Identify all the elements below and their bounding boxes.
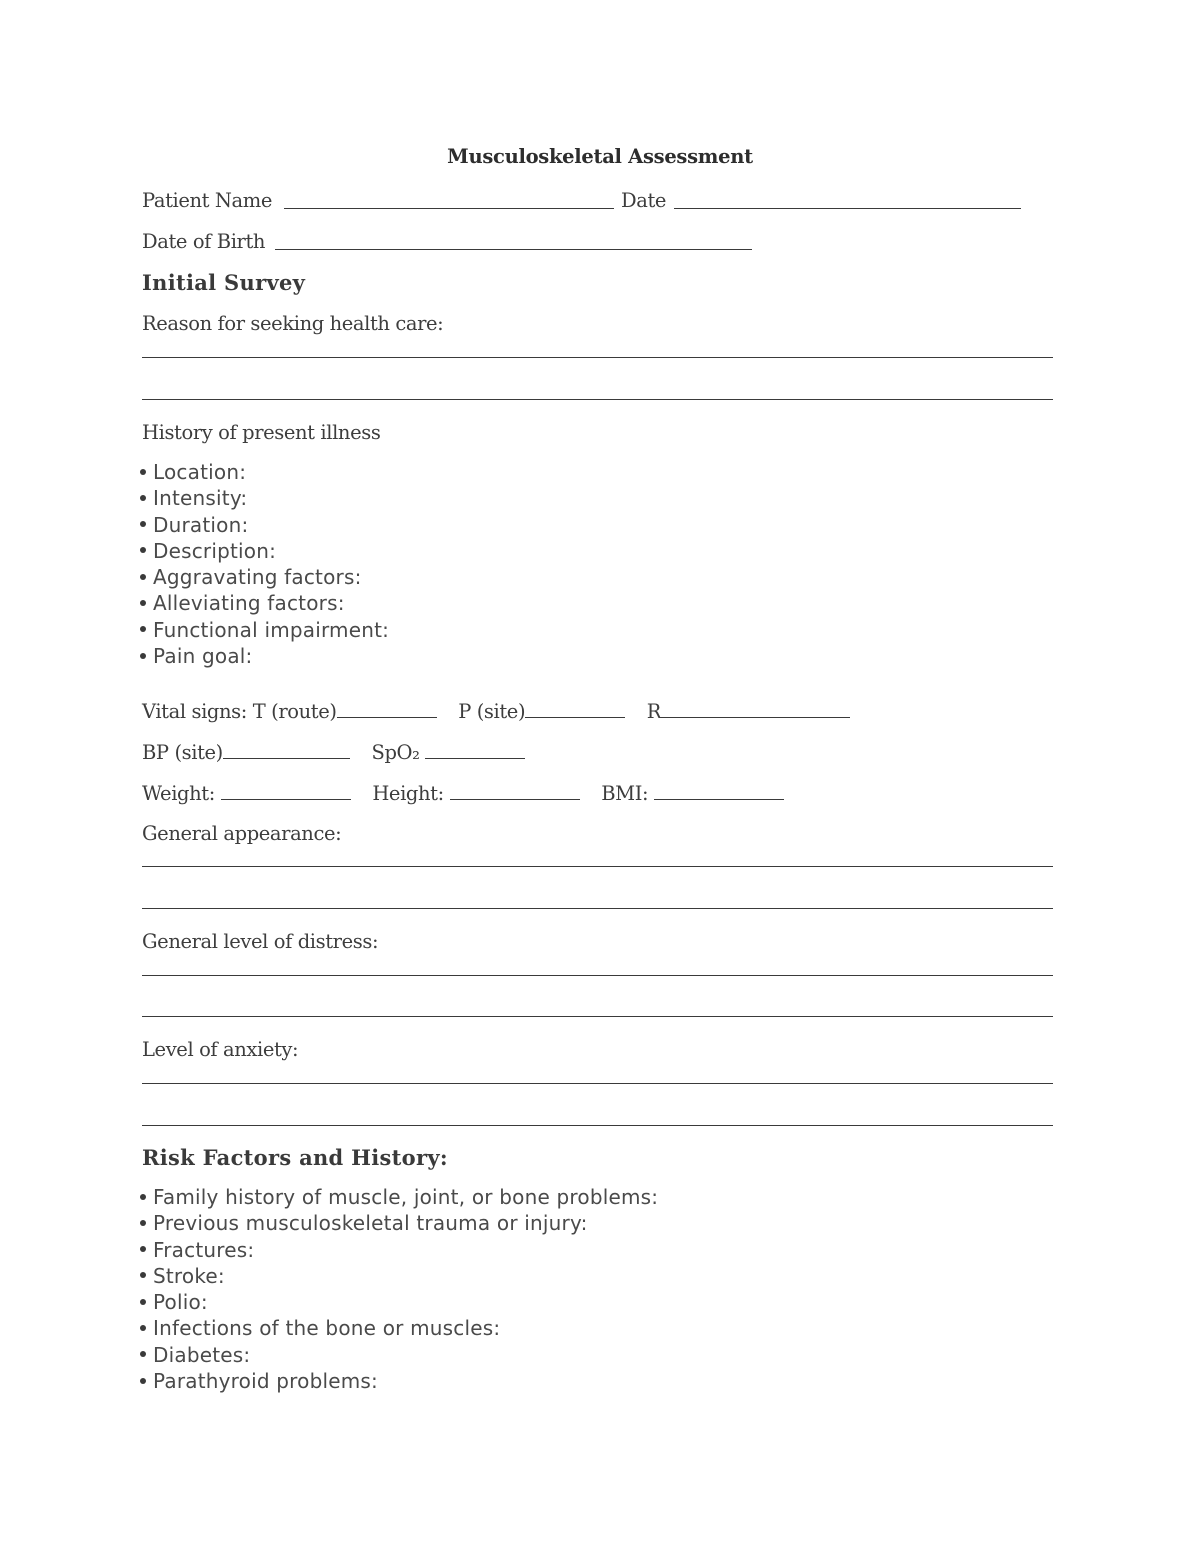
- list-item: [139, 1368, 658, 1394]
- risk-item-label: Fractures:: [153, 1237, 255, 1262]
- history-item-label: Functional impairment:: [153, 617, 390, 642]
- list-item: [139, 590, 389, 616]
- history-item-label: Aggravating factors:: [153, 565, 362, 590]
- risk-item-label: Previous musculoskeletal trauma or injury:: [153, 1211, 588, 1236]
- vital-signs-row-3: [142, 781, 784, 805]
- history-item-label: Location:: [153, 460, 247, 484]
- dob-label: Date of Birth: [142, 230, 266, 253]
- list-item: [139, 1289, 658, 1315]
- list-item: [139, 564, 389, 590]
- history-label: History of present illness: [142, 421, 381, 444]
- bullet-icon: [140, 1220, 146, 1226]
- risk-item-label: Diabetes:: [153, 1342, 251, 1367]
- bp-label: BP (site): [142, 741, 223, 764]
- risk-item-label: Infections of the bone or muscles:: [153, 1316, 501, 1341]
- dob-field[interactable]: [275, 249, 752, 250]
- date-field[interactable]: [674, 208, 1021, 209]
- list-item: [139, 512, 389, 538]
- pulse-field[interactable]: [525, 699, 625, 718]
- bullet-icon: [140, 574, 146, 580]
- reason-label: Reason for seeking health care:: [142, 312, 444, 335]
- list-item: [139, 459, 389, 485]
- general-appearance-line-1[interactable]: [142, 866, 1053, 867]
- history-list: [139, 459, 389, 669]
- vital-signs-row-1: [142, 699, 850, 723]
- pulse-label: P (site): [458, 700, 526, 723]
- temperature-field[interactable]: [337, 699, 437, 718]
- general-appearance-label: General appearance:: [142, 822, 342, 845]
- bullet-icon: [140, 1272, 146, 1278]
- history-item-label: Description:: [153, 538, 277, 563]
- bullet-icon: [140, 1246, 146, 1252]
- risk-item-label: Family history of muscle, joint, or bone problems:: [153, 1185, 659, 1209]
- anxiety-line-1[interactable]: [142, 1083, 1053, 1084]
- list-item: [139, 643, 389, 669]
- risk-factors-heading: Risk Factors and History:: [142, 1145, 448, 1170]
- weight-field[interactable]: [221, 781, 351, 800]
- bullet-icon: [140, 626, 146, 632]
- list-item: [139, 1315, 658, 1341]
- list-item: [139, 617, 389, 643]
- page-title: Musculoskeletal Assessment: [447, 145, 753, 168]
- history-item-label: Pain goal:: [153, 644, 253, 669]
- risk-item-label: Polio:: [153, 1290, 208, 1315]
- bullet-icon: [140, 469, 146, 475]
- spo2-field[interactable]: [425, 740, 525, 759]
- list-item: [139, 1210, 658, 1236]
- bmi-field[interactable]: [654, 781, 784, 800]
- patient-name-field[interactable]: [284, 208, 614, 209]
- history-item-label: Duration:: [153, 512, 249, 537]
- respiration-field[interactable]: [661, 699, 850, 718]
- history-item-label: Intensity:: [153, 486, 248, 511]
- list-item: [139, 485, 389, 511]
- risk-factors-list: [139, 1184, 658, 1394]
- weight-label: Weight:: [142, 782, 215, 805]
- initial-survey-heading: Initial Survey: [142, 270, 306, 295]
- bullet-icon: [140, 1351, 146, 1357]
- list-item: [139, 538, 389, 564]
- history-item-label: Alleviating factors:: [153, 591, 345, 616]
- date-label: Date: [621, 189, 667, 212]
- anxiety-label: Level of anxiety:: [142, 1038, 299, 1061]
- reason-line-1[interactable]: [142, 357, 1053, 358]
- general-appearance-line-2[interactable]: [142, 908, 1053, 909]
- bp-field[interactable]: [223, 740, 350, 759]
- temperature-label: T (route): [252, 700, 337, 723]
- distress-label: General level of distress:: [142, 930, 379, 953]
- bullet-icon: [140, 495, 146, 501]
- anxiety-line-2[interactable]: [142, 1125, 1053, 1126]
- risk-item-label: Stroke:: [153, 1263, 225, 1288]
- risk-item-label: Parathyroid problems:: [153, 1369, 378, 1394]
- bullet-icon: [140, 1194, 146, 1200]
- bmi-label: BMI:: [601, 782, 649, 805]
- bullet-icon: [140, 1299, 146, 1305]
- list-item: [139, 1184, 658, 1210]
- patient-name-label: Patient Name: [142, 189, 272, 212]
- spo2-label: SpO₂: [371, 741, 420, 764]
- bullet-icon: [140, 521, 146, 527]
- bullet-icon: [140, 1378, 146, 1384]
- distress-line-2[interactable]: [142, 1016, 1053, 1017]
- vital-signs-label: Vital signs:: [142, 700, 247, 723]
- list-item: [139, 1237, 658, 1263]
- list-item: [139, 1263, 658, 1289]
- distress-line-1[interactable]: [142, 975, 1053, 976]
- respiration-label: R: [646, 700, 662, 723]
- bullet-icon: [140, 653, 146, 659]
- vital-signs-row-2: [142, 740, 525, 764]
- bullet-icon: [140, 547, 146, 553]
- height-label: Height:: [372, 782, 444, 805]
- height-field[interactable]: [450, 781, 580, 800]
- bullet-icon: [140, 600, 146, 606]
- list-item: [139, 1342, 658, 1368]
- bullet-icon: [140, 1325, 146, 1331]
- reason-line-2[interactable]: [142, 399, 1053, 400]
